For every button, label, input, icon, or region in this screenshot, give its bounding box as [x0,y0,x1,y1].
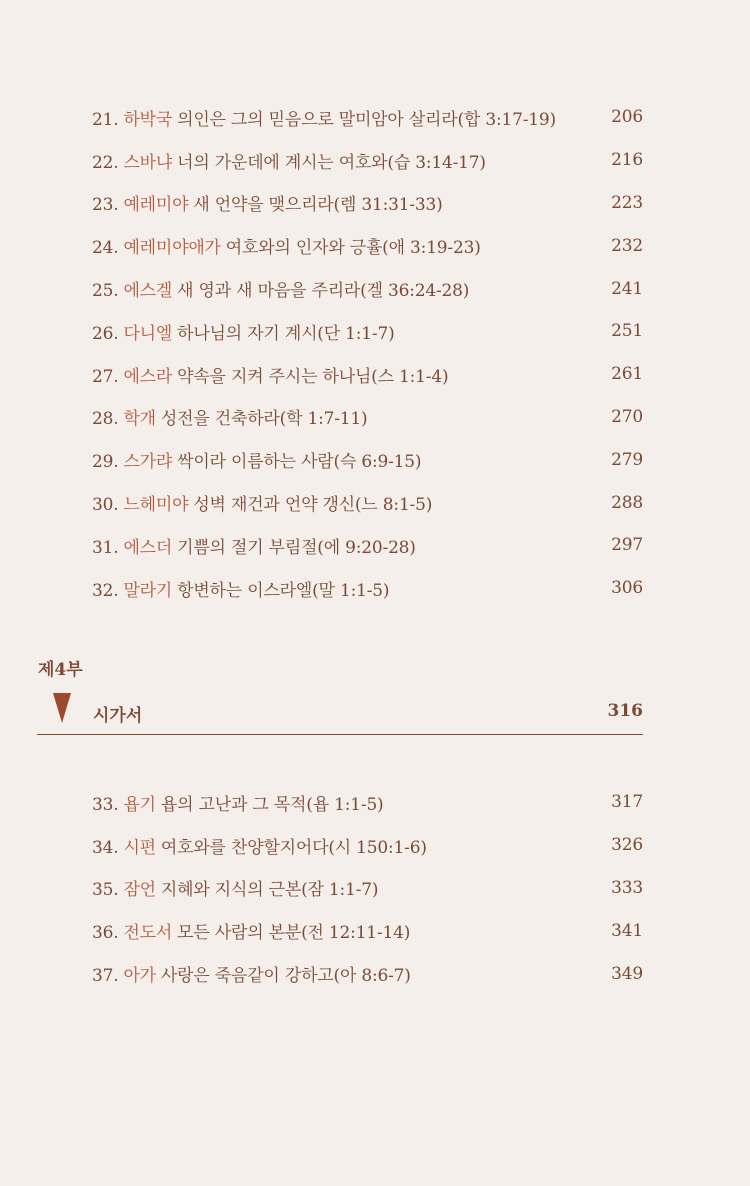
entry-book: 에스겔 [123,281,173,302]
entry-number: 26. [92,323,119,344]
entry-page: 341 [611,920,643,941]
entry-page: 223 [611,192,643,213]
entry-book: 아가 [123,966,156,987]
entry-page: 279 [611,449,643,470]
toc-entry-22[interactable] [92,139,643,182]
toc-entry-32[interactable] [92,567,643,610]
entry-page: 349 [611,963,643,984]
entry-page: 317 [611,792,643,813]
toc-entry-36[interactable] [92,909,643,952]
entry-title: 싹이라 이름하는 사람(슥 6:9-15) [177,452,422,473]
entry-page: 261 [611,364,643,385]
toc-entry-35[interactable] [92,867,643,910]
entry-page: 232 [611,235,643,256]
entry-page: 333 [611,877,643,898]
entry-book: 욥기 [123,794,156,815]
toc-entry-27[interactable] [92,353,643,396]
entry-number: 35. [92,880,119,901]
part-label: 제4부 [38,660,83,680]
entry-page: 306 [611,578,643,599]
entry-number: 30. [92,495,119,516]
entry-page: 326 [611,835,643,856]
toc-entry-28[interactable] [92,396,643,439]
entry-title: 너의 가운데에 계시는 여호와(습 3:14-17) [177,152,486,173]
entry-title: 여호와를 찬양할지어다(시 150:1-6) [160,837,427,858]
entry-page: 288 [611,492,643,513]
entry-book: 예레미야애가 [123,238,221,259]
entry-number: 36. [92,923,119,944]
toc-entry-30[interactable] [92,481,643,524]
toc-entry-25[interactable] [92,267,643,310]
entry-book: 느헤미야 [123,495,189,516]
toc-list-part4 [92,781,643,995]
entry-book: 전도서 [123,923,173,944]
entry-page: 251 [611,321,643,342]
entry-book: 하박국 [123,109,173,130]
entry-number: 37. [92,966,119,987]
entry-number: 21. [92,109,119,130]
entry-title: 지혜와 지식의 근본(잠 1:1-7) [160,880,379,901]
entry-page: 241 [611,278,643,299]
entry-book: 스가랴 [123,452,173,473]
toc-list-part3 [92,96,643,610]
entry-book: 학개 [123,409,156,430]
entry-page: 206 [611,107,643,128]
entry-book: 예레미야 [123,195,189,216]
entry-book: 말라기 [123,580,173,601]
entry-number: 24. [92,238,119,259]
toc-entry-33[interactable] [92,781,643,824]
entry-book: 에스더 [123,537,173,558]
entry-page: 297 [611,535,643,556]
toc-entry-29[interactable] [92,438,643,481]
toc-entry-21[interactable] [92,96,643,139]
entry-book: 스바냐 [123,152,173,173]
entry-number: 22. [92,152,119,173]
entry-title: 항변하는 이스라엘(말 1:1-5) [177,580,390,601]
entry-title: 여호와의 인자와 긍휼(애 3:19-23) [225,238,481,259]
entry-title: 새 언약을 맺으리라(렘 31:31-33) [193,195,443,216]
entry-title: 의인은 그의 믿음으로 말미암아 살리라(합 3:17-19) [177,109,556,130]
toc-entry-26[interactable] [92,310,643,353]
entry-book: 잠언 [123,880,156,901]
part-divider [37,734,643,735]
entry-title: 욥의 고난과 그 목적(욥 1:1-5) [160,794,384,815]
entry-number: 34. [92,837,119,858]
entry-title: 성벽 재건과 언약 갱신(느 8:1-5) [193,495,433,516]
entry-book: 시편 [123,837,156,858]
entry-number: 33. [92,794,119,815]
entry-number: 27. [92,366,119,387]
entry-page: 270 [611,406,643,427]
triangle-marker-icon [53,693,71,723]
toc-entry-23[interactable] [92,182,643,225]
entry-number: 25. [92,281,119,302]
entry-book: 에스라 [123,366,173,387]
entry-number: 28. [92,409,119,430]
toc-entry-24[interactable] [92,224,643,267]
entry-title: 사랑은 죽음같이 강하고(아 8:6-7) [160,966,411,987]
entry-title: 하나님의 자기 계시(단 1:1-7) [177,323,395,344]
toc-entry-34[interactable] [92,824,643,867]
toc-entry-31[interactable] [92,524,643,567]
entry-title: 성전을 건축하라(학 1:7-11) [160,409,368,430]
entry-title: 약속을 지켜 주시는 하나님(스 1:1-4) [177,366,449,387]
entry-title: 모든 사람의 본분(전 12:11-14) [177,923,411,944]
entry-title: 기쁨의 절기 부림절(에 9:20-28) [177,537,416,558]
entry-book: 다니엘 [123,323,173,344]
entry-number: 29. [92,452,119,473]
part-title[interactable]: 시가서 [93,706,143,726]
entry-number: 32. [92,580,119,601]
toc-entry-37[interactable] [92,952,643,995]
entry-number: 23. [92,195,119,216]
entry-page: 216 [611,150,643,171]
entry-number: 31. [92,537,119,558]
entry-title: 새 영과 새 마음을 주리라(겔 36:24-28) [177,281,470,302]
part-page: 316 [607,701,643,721]
